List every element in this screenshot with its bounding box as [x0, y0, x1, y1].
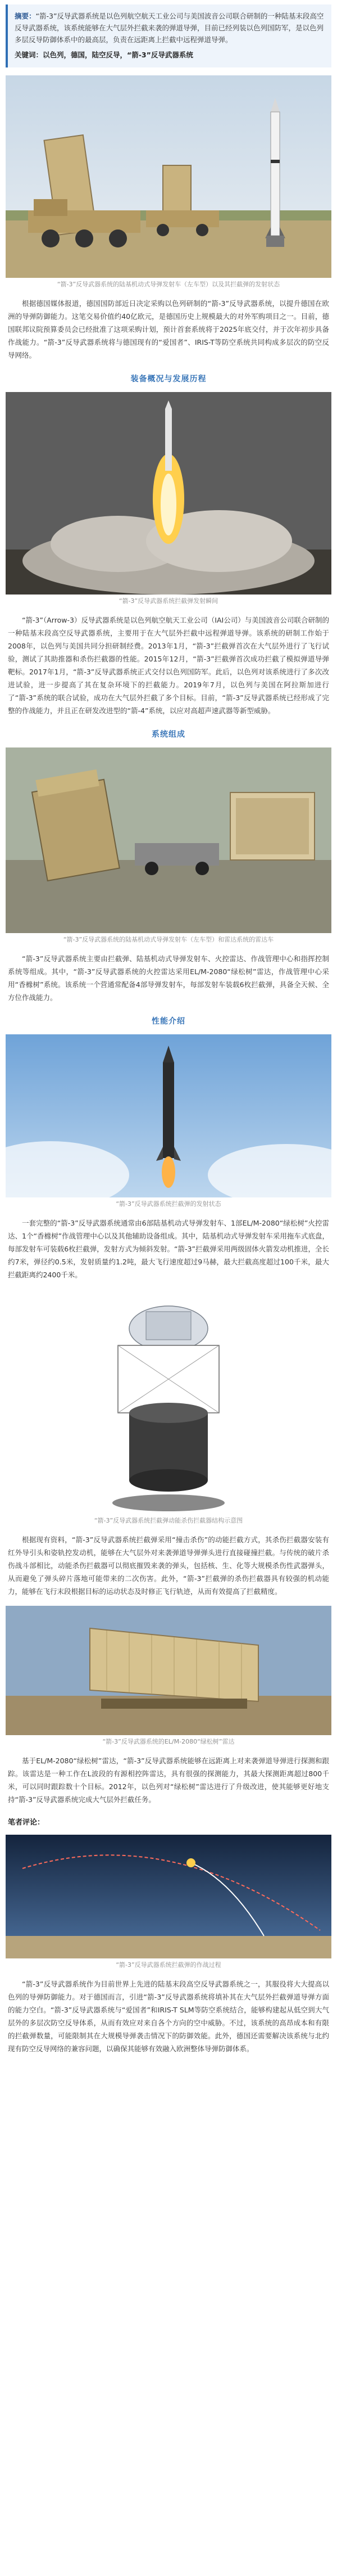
figure-caption: “箭-3”反导武器系统的陆基机动式导弹发射车（左车型）以及其拦截弹的发射状态 [57, 281, 280, 288]
section-title-history: 装备概况与发展历程 [130, 375, 207, 384]
figure-launch [6, 392, 331, 606]
section-title-composition: 系统组成 [152, 730, 185, 739]
summary-label: 摘要： [15, 12, 36, 20]
figure-launcher-missile [6, 75, 331, 289]
missile-flight-image [6, 1034, 331, 1197]
launch-image [6, 392, 331, 595]
paragraph-intro: 根据德国媒体报道，德国国防部近日决定采购以色列研制的“箭-3”反导武器系统，以提升德国在欧洲的导弹防御能力。这笔交易价值约40亿欧元，是德国历史上规模最大的对外军购项目之一。目前，德国联邦议院预算委员会已经批准了这项采购计划，预计首套系统将于2025年底交付，并于次年初步具备作战能力。“箭-3”反导武器系统将与德国现有的“爱国者”、IRIS-T等防空系统共同构成多层次的防空反导网络。 [8, 299, 329, 359]
paragraph-composition: “箭-3”反导武器系统主要由拦截弹、陆基机动式导弹发射车、火控雷达、作战管理中心和指挥控制系统等组成。其中，“箭-3”反导武器系统的火控雷达采用EL/M-2080“绿松树”雷达，作战管理中心采用“香橼树”系统。该系统一个营通常配备4部导弹发射车，每部发射车装载6枚拦截弹，具备全天候、全方位作战能力。 [8, 954, 329, 1002]
figure-caption: “箭-3”反导武器系统的EL/M-2080“绿松树”雷达 [102, 1738, 235, 1745]
figure-launcher-radar [6, 747, 331, 944]
paragraph-performance-3: 基于EL/M-2080“绿松树”雷达，“箭-3”反导武器系统能够在远距离上对来袭弹道导弹进行探测和跟踪。该雷达是一种工作在L波段的有源相控阵雷达，具有很强的探测能力，其最大探测距离超过800千米，可以同时跟踪数十个目标。2012年，以色列对“绿松树”雷达进行了升级改进，使其能够更好地支持“箭-3”反导武器系统完成大气层外拦截任务。 [8, 1757, 329, 1804]
figure-caption: “箭-3”反导武器系统的陆基机动式导弹发射车（左车型）和雷达系统的雷达车 [63, 936, 274, 943]
paragraph-history: “箭-3”（Arrow-3）反导武器系统是以色列航空航天工业公司（IAI公司）与美国波音公司联合研制的一种陆基末段高空反导武器系统，主要用于在大气层外拦截中远程弹道导弹。该系统的研制工作始于2008年，以色列与美国共同分担研制经费。2013年1月，“箭-3”拦截弹首次在大气层外进行了飞行试验，测试了其助推器和杀伤拦截器的性能。2015年12月，“箭-3”拦截弹首次成功拦截了模拟弹道导弹靶标。2017年1月，“箭-3”反导武器系统正式交付以色列国防军。此后，以色列对该系统进行了多次改进试验，进一步提高了其在复杂环境下的拦截能力。2019年7月，以色列与美国在阿拉斯加进行了“箭-3”系统的联合试验，成功在大气层外拦截了多个目标。目前，“箭-3”反导武器系统已经形成了完整的作战能力，并且正在研发改进型的“箭-4”系统，以应对高超声速武器等新型威胁。 [8, 616, 329, 715]
figure-radar [6, 1606, 331, 1746]
figure-engagement [6, 1835, 331, 1970]
paragraph-commentary: “箭-3”反导武器系统作为目前世界上先进的陆基末段高空反导武器系统之一，其服役将大大提高以色列的导弹防御能力。对于德国而言，引进“箭-3”反导武器系统将填补其在大气层外拦截弹道导弹方面的能力空白。“箭-3”反导武器系统与“爱国者”和IRIS-T SLM等防空系统结合，能够构建起从低空到大气层外的多层次防空反导体系，从而有效应对来自各个方向的空中威胁。不过，该系统的高昂成本和有限的拦截弹数量，可能限制其在大规模导弹袭击情况下的防御效能。此外，德国还需要解决该系统与北约现有防空反导网络的兼容问题，以确保其能够有效融入欧洲整体导弹防御体系。 [8, 1980, 329, 2053]
commentary-title: 笔者评论： [8, 1818, 45, 1827]
figure-kill-vehicle [6, 1289, 331, 1525]
paragraph-performance-2: 根据现有资料，“箭-3”反导武器系统拦截弹采用“撞击杀伤”的动能拦截方式，其杀伤拦截器安装有红外导引头和姿轨控发动机，能够在大气层外对来袭弹道导弹弹头进行直接碰撞拦截。与传统的破片杀伤战斗部相比，动能杀伤拦截器可以彻底摧毁来袭的弹头，包括核、生、化等大规模杀伤性武器弹头，从而避免了弹头碎片落地可能带来的二次伤害。此外，“箭-3”拦截弹的杀伤拦截器具有较强的机动能力，能够在飞行末段根据目标的运动状态及时修正飞行轨迹，从而有效提高了拦截精度。 [8, 1535, 329, 1596]
keywords-label: 关键词： [15, 51, 43, 59]
figure-caption: “箭-3”反导武器系统拦截弹发射瞬间 [119, 597, 218, 605]
radar-image [6, 1606, 331, 1735]
engagement-image [6, 1835, 331, 1958]
launcher-radar-image [6, 747, 331, 933]
launcher-missile-image [6, 75, 331, 278]
kill-vehicle-image [6, 1289, 331, 1514]
section-title-performance: 性能介绍 [152, 1017, 185, 1026]
summary-text: “箭-3”反导武器系统是以色列航空航天工业公司与美国波音公司联合研制的一种陆基末段高空反导武器系统，该系统能够在大气层外拦截来袭的弹道导弹，目前已经列装以色列国防军，是以色列多层反导防御体系中的最高层，负责在远距离上拦截中远程弹道导弹。 [15, 12, 324, 44]
figure-caption: “箭-3”反导武器系统拦截弹的发射状态 [116, 1200, 221, 1208]
keywords-text: 以色列，德国，陆空反导，“箭-3”反导武器系统 [43, 51, 193, 59]
keywords-line [15, 49, 325, 61]
summary-box [6, 4, 331, 67]
figure-caption: “箭-3”反导武器系统拦截弹的作战过程 [116, 1961, 221, 1969]
figure-missile-flight [6, 1034, 331, 1209]
figure-caption: “箭-3”反导武器系统拦截弹动能杀伤拦截器结构示意图 [94, 1517, 243, 1524]
paragraph-performance-1: 一套完整的“箭-3”反导武器系统通常由6部陆基机动式导弹发射车、1部EL/M-2080“绿松树”火控雷达、1个“香橼树”作战管理中心以及其他辅助设备组成。其中，陆基机动式导弹发射车采用拖车式底盘，每部发射车可装载6枚拦截弹，发射方式为倾斜发射。“箭-3”拦截弹采用两级固体火箭发动机推进，全长约7米，弹径约0.5米，发射质量约1.2吨，最大飞行速度超过9马赫，最大拦截高度超过100千米，最大拦截距离约2400千米。 [8, 1219, 329, 1279]
